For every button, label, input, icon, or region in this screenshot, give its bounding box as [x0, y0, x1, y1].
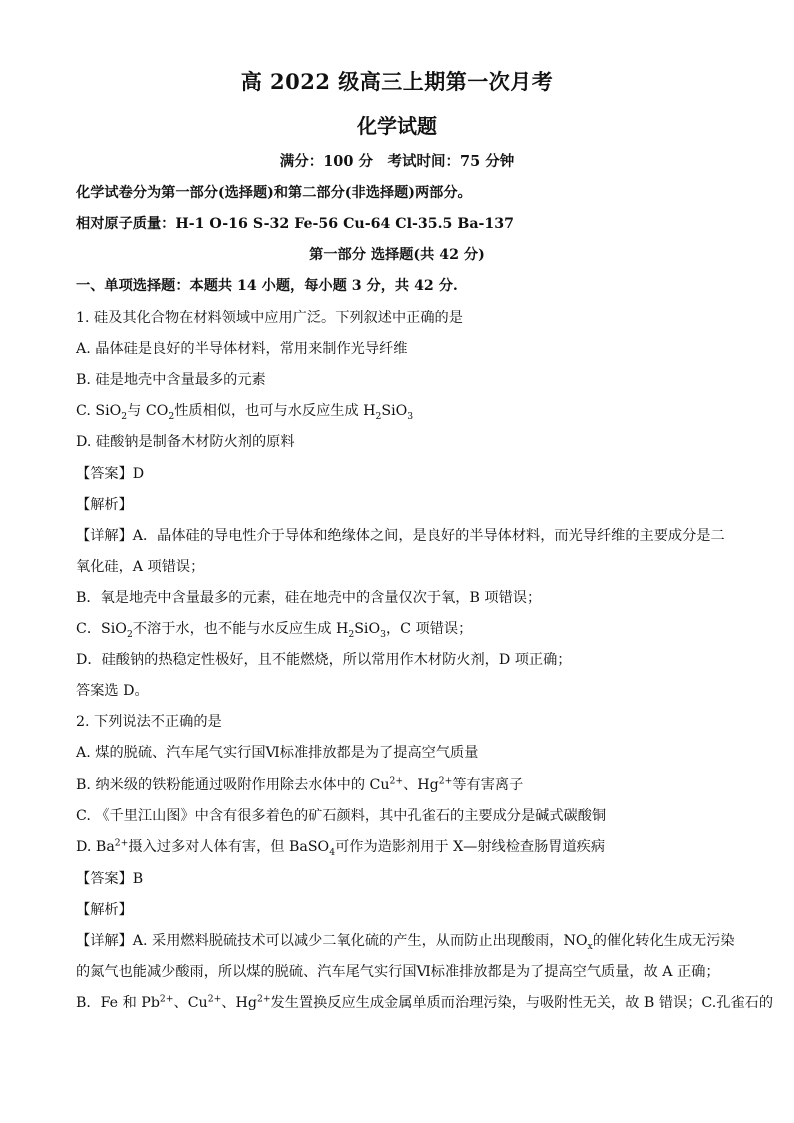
- q2-option-d: [76, 837, 726, 857]
- text-segment: 发生置换反应生成金属单质而治理污染，与吸附性无关，故 B 错误；C.孔雀石的: [270, 995, 774, 1011]
- text-segment: 、Hg: [403, 777, 439, 793]
- text-segment: 性质相似，也可与水反应生成 H: [174, 403, 376, 419]
- q1-analysis-label: 【解析】: [76, 497, 133, 513]
- text-segment: 不溶于水，也不能与水反应生成 H: [132, 621, 349, 637]
- superscript: 2+: [438, 775, 453, 787]
- text-segment: 、Hg: [221, 995, 257, 1011]
- text-segment: SiO: [381, 403, 408, 419]
- subscript: x: [587, 940, 593, 952]
- subscript: 2: [121, 410, 128, 422]
- text-segment: 摄入过多对人体有害，但 BaSO: [128, 839, 330, 855]
- section-intro: 一、单项选择题：本题共 14 小题，每小题 3 分，共 42 分.: [76, 278, 458, 294]
- q1-detail-c: [76, 619, 726, 639]
- q1-detail-b: B．氧是地壳中含量最多的元素，硅在地壳中的含量仅次于氧，B 项错误；: [76, 590, 542, 606]
- q2-option-b: [76, 775, 726, 795]
- atomic-mass: 相对原子质量：H-1 O-16 S-32 Fe-56 Cu-64 Cl-35.5 Ba-137: [76, 216, 515, 232]
- superscript: 2+: [389, 775, 404, 787]
- q2-detail-1: [76, 931, 735, 952]
- q2-detail-3: [76, 993, 774, 1013]
- text-segment: 可作为造影剂用于 X—射线检查肠胃道疾病: [335, 839, 606, 855]
- text-segment: B．Fe 和 Pb: [76, 995, 160, 1011]
- q1-option-b: B. 硅是地壳中含量最多的元素: [76, 372, 266, 388]
- q1-option-d: D. 硅酸钠是制备木材防火剂的原料: [76, 434, 295, 450]
- parts-note: 化学试卷分为第一部分(选择题)和第二部分(非选择题)两部分。: [76, 185, 472, 201]
- q1-stem: 1. 硅及其化合物在材料领域中应用广泛。下列叙述中正确的是: [76, 310, 463, 326]
- superscript: 2+: [114, 837, 129, 849]
- q1-answer: 【答案】D: [76, 466, 145, 482]
- q2-analysis-label: 【解析】: [76, 902, 133, 918]
- superscript: 2+: [207, 993, 222, 1005]
- subscript: 3: [380, 628, 386, 640]
- subscript: 2: [126, 628, 133, 640]
- subject-title: 化学试题: [357, 114, 437, 138]
- q2-option-c: C. 《千里江山图》中含有很多着色的矿石颜料，其中孔雀石的主要成分是碱式碳酸铜: [76, 808, 607, 824]
- q1-detail-a2: 氧化硅，A 项错误；: [76, 559, 205, 575]
- q2-answer: 【答案】B: [76, 871, 144, 887]
- superscript: 2+: [256, 993, 271, 1005]
- text-segment: D. Ba: [76, 839, 115, 855]
- text-segment: 、Cu: [173, 995, 208, 1011]
- exam-title: 高 2022 级高三上期第一次月考: [240, 69, 554, 94]
- text-segment: 与 CO: [127, 403, 169, 419]
- q1-detail-d: D．硅酸钠的热稳定性极好，且不能燃烧，所以常用作木材防火剂，D 项正确；: [76, 652, 572, 668]
- q1-option-a: A. 晶体硅是良好的半导体材料，常用来制作光导纤维: [76, 341, 408, 357]
- q2-option-a: A. 煤的脱硫、汽车尾气实行国Ⅵ标准排放都是为了提高空气质量: [76, 745, 479, 761]
- subscript: 2: [348, 628, 355, 640]
- text-segment: 的催化转化生成无污染: [592, 933, 735, 949]
- text-segment: C. SiO: [76, 403, 122, 419]
- text-segment: C．SiO: [76, 621, 127, 637]
- part-title: 第一部分 选择题(共 42 分): [309, 247, 485, 263]
- q1-detail-a1: 【详解】A．晶体硅的导电性介于导体和绝缘体之间，是良好的半导体材料，而光导纤维的主要成分是二: [76, 528, 725, 544]
- text-segment: 等有害离子: [452, 777, 524, 793]
- subscript: 3: [407, 410, 414, 422]
- q2-detail-2: 的氮气也能减少酸雨，所以煤的脱硫、汽车尾气实行国Ⅵ标准排放都是为了提高空气质量，故 A 正确；: [76, 964, 720, 980]
- text-segment: ，C 项错误；: [385, 621, 473, 637]
- q2-stem: 2. 下列说法不正确的是: [76, 714, 222, 730]
- q1-conclusion: 答案选 D。: [76, 683, 149, 699]
- text-segment: B. 纳米级的铁粉能通过吸附作用除去水体中的 Cu: [76, 777, 390, 793]
- subscript: 2: [375, 410, 382, 422]
- subscript: 2: [168, 410, 175, 422]
- text-segment: 【详解】A. 采用燃料脱硫技术可以减少二氧化硫的产生，从而防止出现酸雨，NO: [76, 933, 588, 949]
- superscript: 2+: [159, 993, 174, 1005]
- text-segment: SiO: [354, 621, 381, 637]
- score-time: 满分：100 分 考试时间：75 分钟: [279, 153, 515, 170]
- subscript: 4: [329, 846, 336, 858]
- q1-option-c: [76, 401, 726, 421]
